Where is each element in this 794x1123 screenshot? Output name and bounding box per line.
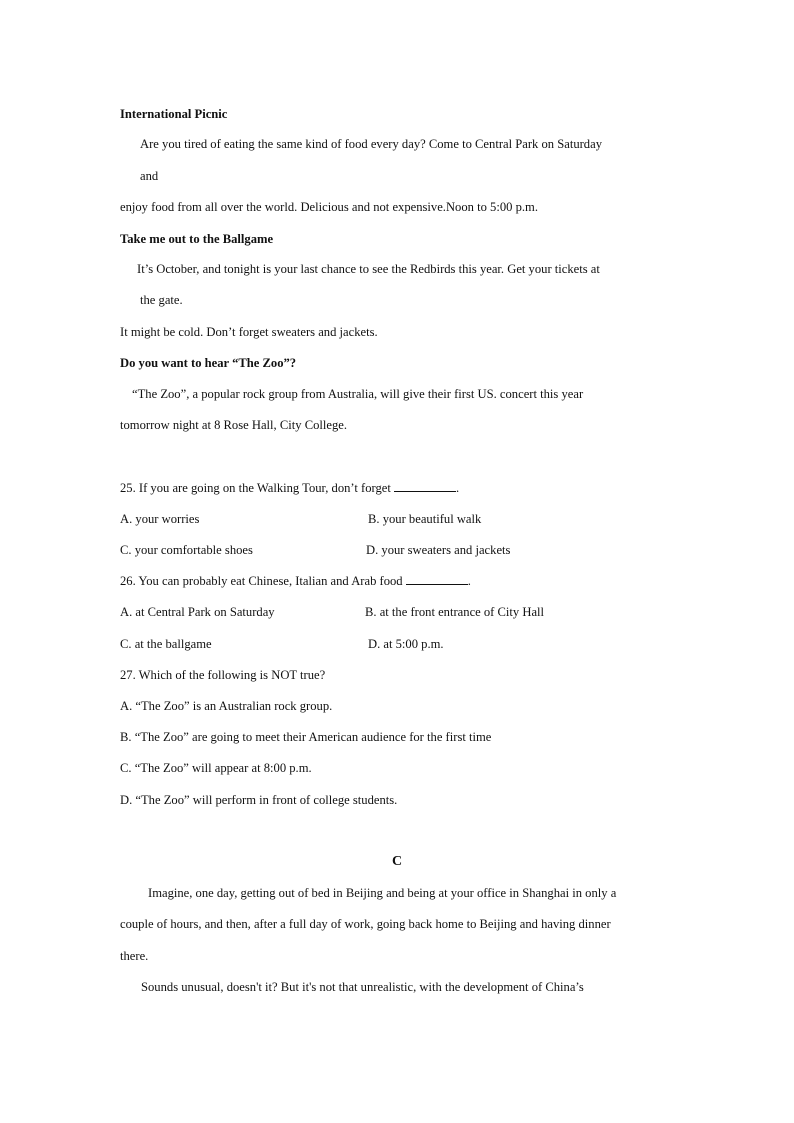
zoo-text-line-1: “The Zoo”, a popular rock group from Australia, will give their first US. concert this year	[132, 387, 584, 401]
ballgame-text-line-2: the gate.	[140, 293, 183, 307]
picnic-title: International Picnic	[120, 107, 228, 121]
question-stem: 26. You can probably eat Chinese, Italian and Arab food .	[120, 574, 471, 588]
paragraph-2-line-1: Sounds unusual, doesn't it? But it's not that unrealistic, with the development of China’s	[141, 980, 584, 994]
answer-blank	[406, 573, 468, 585]
option-c: C. at the ballgame	[120, 637, 212, 651]
option-a: A. your worries	[120, 512, 200, 526]
option-c: C. your comfortable shoes	[120, 543, 253, 557]
option-a: A. “The Zoo” is an Australian rock group.	[120, 699, 333, 713]
ballgame-text-line-1: It’s October, and tonight is your last chance to see the Redbirds this year. Get your tickets at	[137, 262, 600, 276]
question-stem: 27. Which of the following is NOT true?	[120, 668, 326, 682]
question-stem: 25. If you are going on the Walking Tour, don’t forget .	[120, 481, 460, 495]
option-d: D. “The Zoo” will perform in front of college students.	[120, 793, 398, 807]
option-c: C. “The Zoo” will appear at 8:00 p.m.	[120, 761, 312, 775]
paragraph-1-line-2: couple of hours, and then, after a full day of work, going back home to Beijing and having dinner	[120, 917, 611, 931]
paragraph-1-line-1: Imagine, one day, getting out of bed in Beijing and being at your office in Shanghai in only a	[148, 886, 617, 900]
option-a: A. at Central Park on Saturday	[120, 605, 275, 619]
option-d: D. at 5:00 p.m.	[368, 637, 444, 651]
section-heading: C	[391, 854, 403, 869]
zoo-text-line-2: tomorrow night at 8 Rose Hall, City College.	[120, 418, 348, 432]
picnic-text-line-3: enjoy food from all over the world. Delicious and not expensive.Noon to 5:00 p.m.	[120, 200, 538, 214]
picnic-text-line-1: Are you tired of eating the same kind of food every day? Come to Central Park on Saturday	[140, 137, 602, 151]
zoo-title: Do you want to hear “The Zoo”?	[120, 356, 297, 370]
paragraph-1-line-3: there.	[120, 949, 149, 963]
ballgame-text-line-3: It might be cold. Don’t forget sweaters and jackets.	[120, 325, 378, 339]
option-d: D. your sweaters and jackets	[366, 543, 511, 557]
option-b: B. at the front entrance of City Hall	[365, 605, 545, 619]
answer-blank	[394, 480, 456, 492]
option-b: B. your beautiful walk	[368, 512, 482, 526]
option-b: B. “The Zoo” are going to meet their American audience for the first time	[120, 730, 492, 744]
ballgame-title: Take me out to the Ballgame	[120, 232, 274, 246]
picnic-text-line-2: and	[140, 169, 159, 183]
